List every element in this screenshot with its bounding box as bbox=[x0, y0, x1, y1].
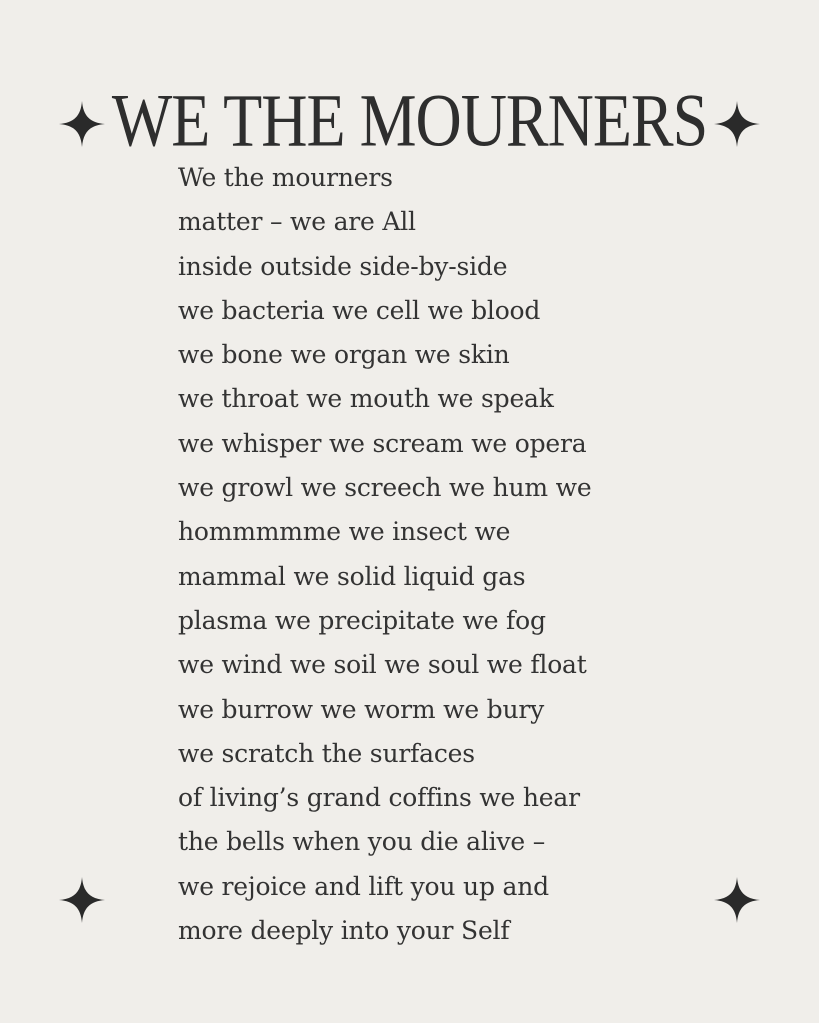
poem-line: we rejoice and lift you up and bbox=[178, 871, 549, 901]
poem-line: the bells when you die alive – bbox=[178, 827, 546, 857]
poem-line: more deeply into your Self bbox=[178, 916, 510, 946]
poem-line: hommmmme we insect we bbox=[178, 517, 511, 547]
poem-line: we wind we soil we soul we float bbox=[178, 650, 587, 680]
sparkle-icon-bottom-left bbox=[59, 877, 105, 923]
poem-line: we bone we organ we skin bbox=[178, 340, 510, 370]
poem-line: inside outside side-by-side bbox=[178, 251, 508, 281]
poem-line: we throat we mouth we speak bbox=[178, 384, 554, 414]
poem-line: matter – we are All bbox=[178, 207, 416, 237]
poem-body bbox=[178, 156, 591, 953]
poem-line: we whisper we scream we opera bbox=[178, 428, 587, 458]
sparkle-icon-bottom-right bbox=[714, 877, 760, 923]
poem-line: of living’s grand coffins we hear bbox=[178, 783, 580, 813]
poem-line: mammal we solid liquid gas bbox=[178, 561, 526, 591]
poem-line: we growl we screech we hum we bbox=[178, 473, 592, 503]
poem-line: we bacteria we cell we blood bbox=[178, 295, 541, 325]
poem-line: We the mourners bbox=[178, 163, 393, 192]
poem-line: plasma we precipitate we fog bbox=[178, 605, 546, 635]
poem-line: we burrow we worm we bury bbox=[178, 694, 545, 724]
poem-line: we scratch the surfaces bbox=[178, 738, 475, 768]
poem-title: WE THE MOURNERS bbox=[111, 78, 708, 162]
